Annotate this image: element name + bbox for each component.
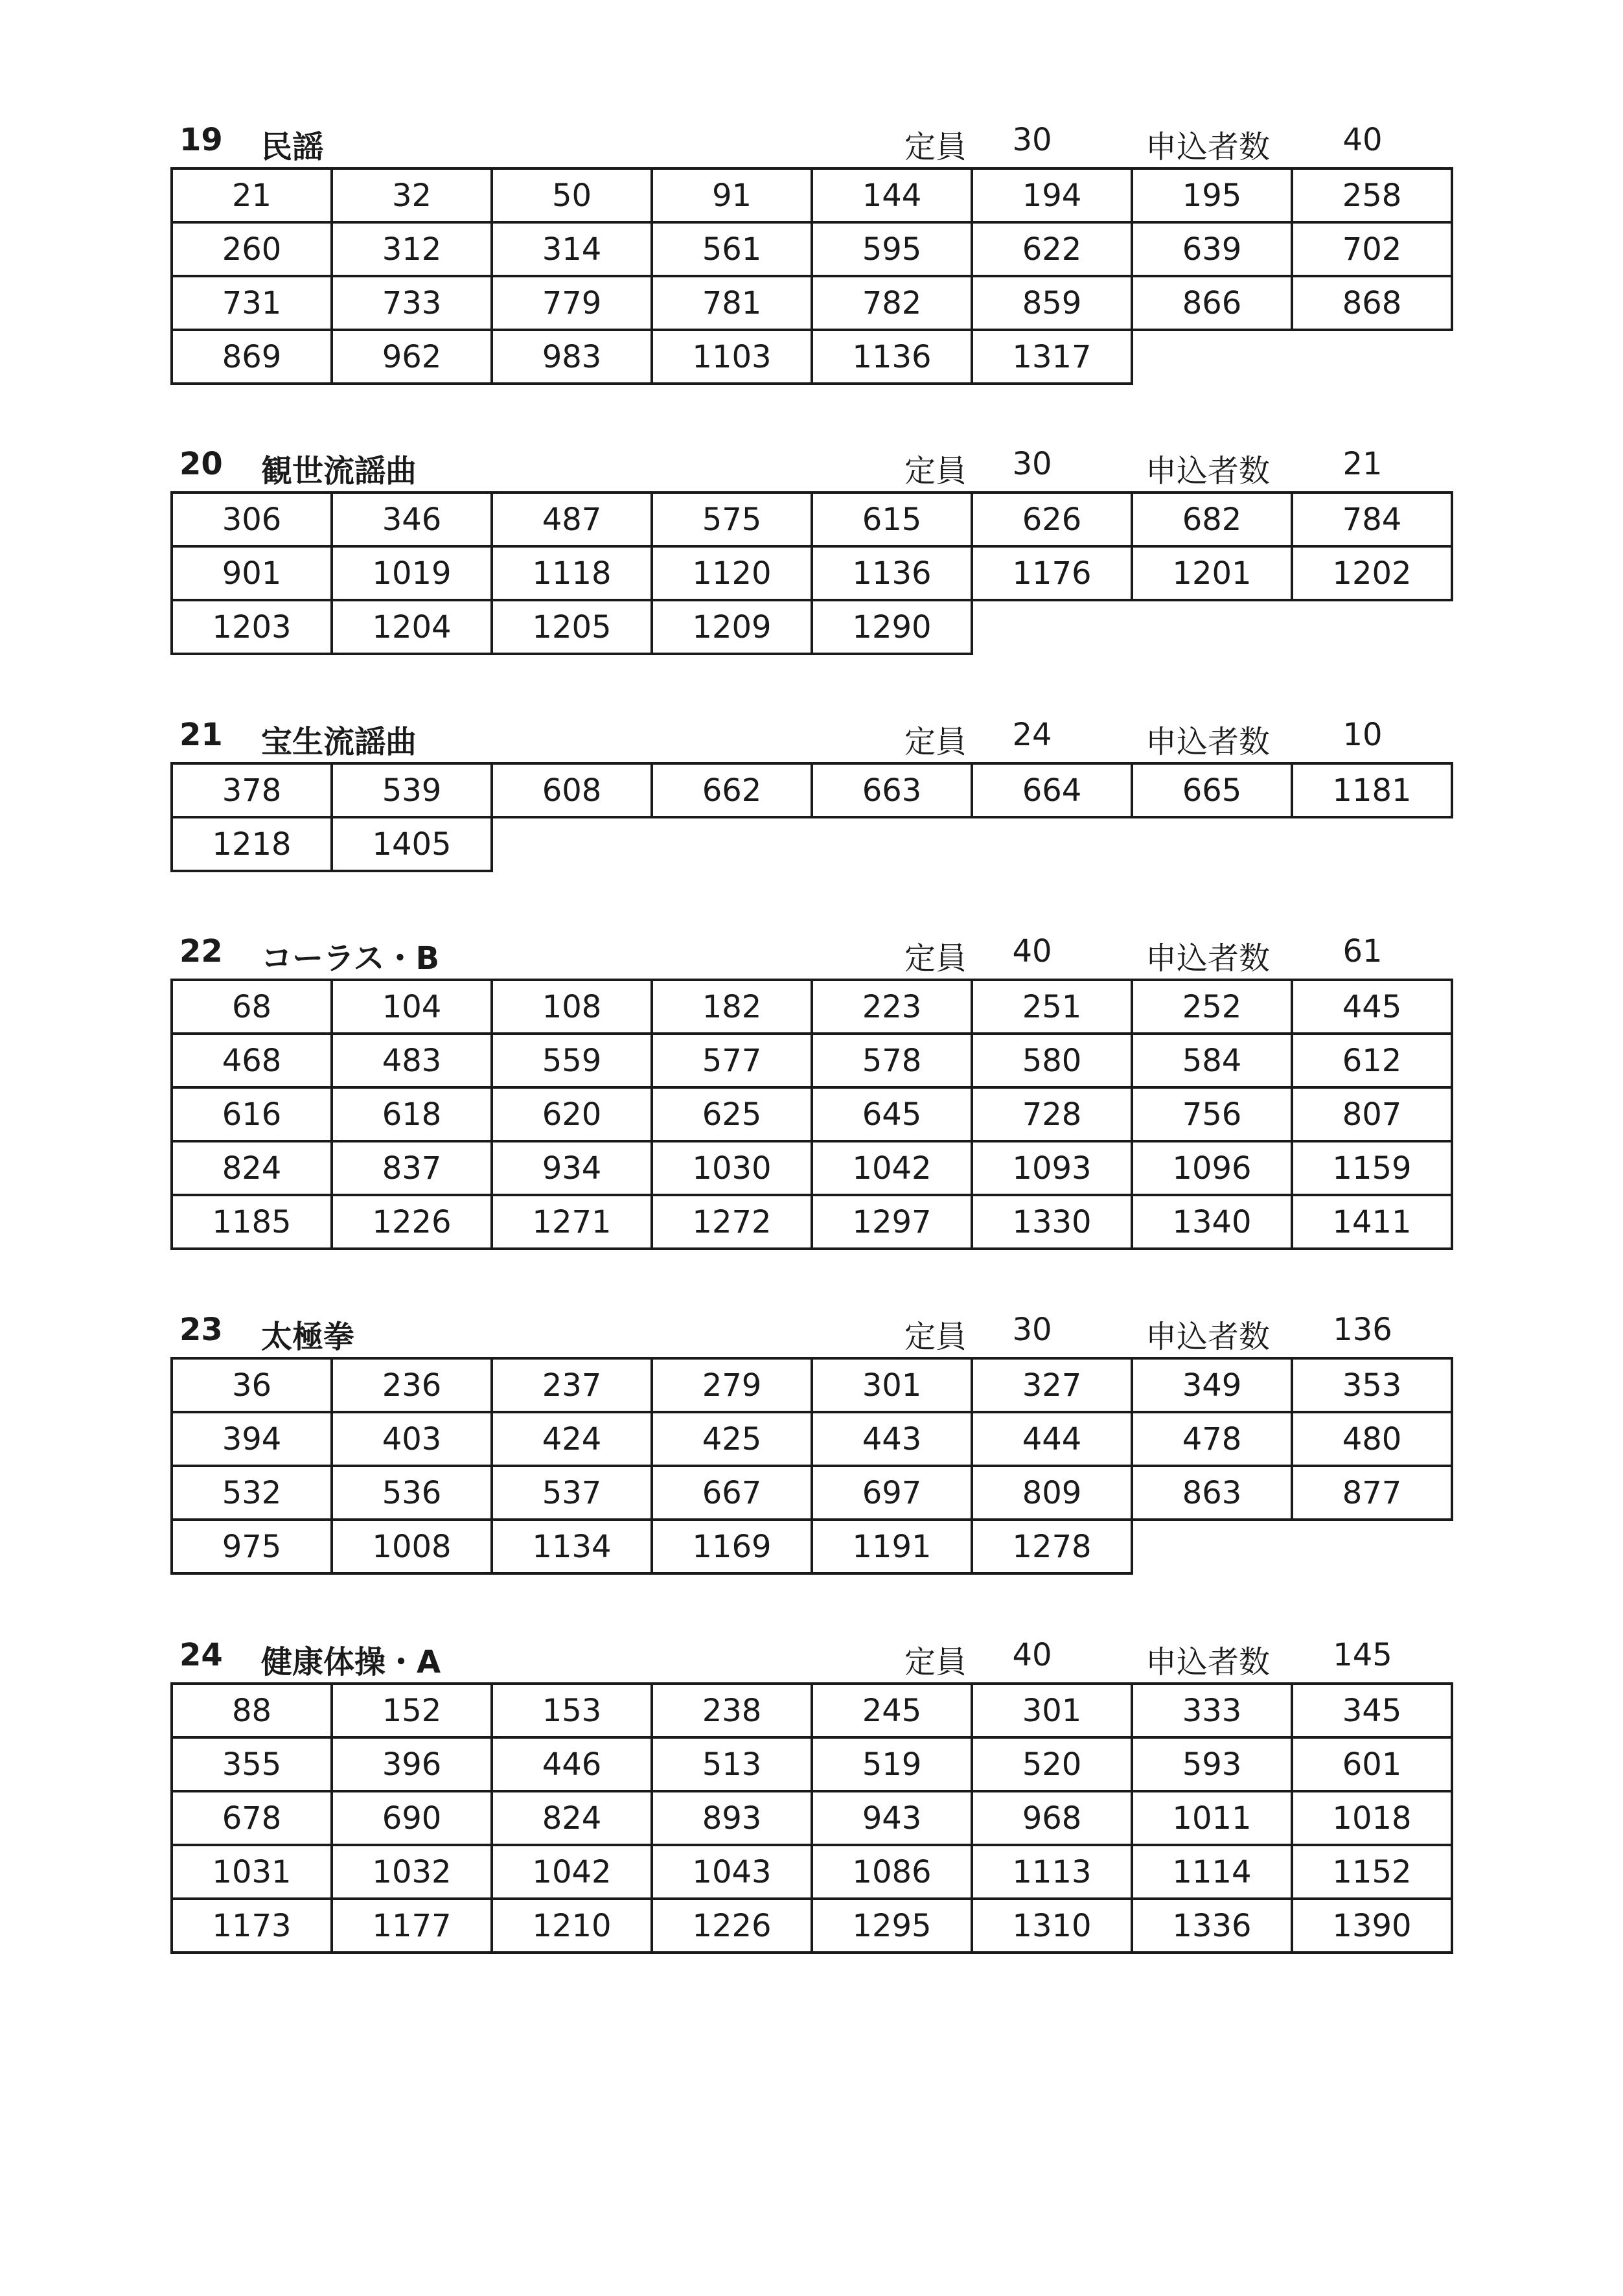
table-row bbox=[172, 1358, 1452, 1412]
table-cell: 1340 bbox=[1132, 1195, 1292, 1249]
table-cell: 781 bbox=[652, 276, 812, 330]
table-cell: 893 bbox=[652, 1791, 812, 1845]
capacity-label: 定員 bbox=[904, 1319, 967, 1355]
empty-cell bbox=[1292, 600, 1452, 654]
table-cell: 144 bbox=[812, 168, 972, 222]
course-name: 観世流謡曲 bbox=[261, 453, 417, 489]
table-cell: 1278 bbox=[972, 1520, 1132, 1573]
applicants-value: 40 bbox=[1342, 122, 1383, 158]
table-cell: 444 bbox=[972, 1412, 1132, 1466]
empty-cell bbox=[1292, 817, 1452, 871]
applicant-number-table bbox=[170, 979, 1453, 1250]
course-number: 20 bbox=[179, 446, 223, 482]
table-cell: 238 bbox=[652, 1684, 812, 1737]
table-cell: 626 bbox=[972, 493, 1132, 546]
table-cell: 487 bbox=[492, 493, 652, 546]
table-cell: 88 bbox=[172, 1684, 332, 1737]
table-cell: 519 bbox=[812, 1737, 972, 1791]
table-cell: 1011 bbox=[1132, 1791, 1292, 1845]
table-cell: 236 bbox=[332, 1358, 492, 1412]
empty-cell bbox=[972, 600, 1132, 654]
table-cell: 468 bbox=[172, 1034, 332, 1087]
table-cell: 622 bbox=[972, 222, 1132, 276]
table-cell: 662 bbox=[652, 763, 812, 817]
table-cell: 312 bbox=[332, 222, 492, 276]
table-cell: 50 bbox=[492, 168, 652, 222]
course-header bbox=[170, 1304, 1460, 1357]
table-row bbox=[172, 1684, 1452, 1737]
table-cell: 252 bbox=[1132, 980, 1292, 1034]
table-cell: 483 bbox=[332, 1034, 492, 1087]
table-cell: 618 bbox=[332, 1087, 492, 1141]
table-cell: 279 bbox=[652, 1358, 812, 1412]
table-cell: 639 bbox=[1132, 222, 1292, 276]
table-cell: 575 bbox=[652, 493, 812, 546]
table-cell: 779 bbox=[492, 276, 652, 330]
table-cell: 756 bbox=[1132, 1087, 1292, 1141]
table-cell: 223 bbox=[812, 980, 972, 1034]
table-cell: 625 bbox=[652, 1087, 812, 1141]
table-row bbox=[172, 276, 1452, 330]
table-cell: 983 bbox=[492, 330, 652, 384]
table-cell: 595 bbox=[812, 222, 972, 276]
table-cell: 559 bbox=[492, 1034, 652, 1087]
table-cell: 1405 bbox=[332, 817, 492, 871]
empty-cell bbox=[1292, 330, 1452, 384]
table-cell: 663 bbox=[812, 763, 972, 817]
table-row bbox=[172, 1899, 1452, 1953]
table-row bbox=[172, 1195, 1452, 1249]
table-row bbox=[172, 168, 1452, 222]
course-header bbox=[170, 1629, 1460, 1682]
table-cell: 153 bbox=[492, 1684, 652, 1737]
table-cell: 784 bbox=[1292, 493, 1452, 546]
table-cell: 1209 bbox=[652, 600, 812, 654]
table-cell: 809 bbox=[972, 1466, 1132, 1520]
course-header bbox=[170, 709, 1460, 762]
table-cell: 824 bbox=[172, 1141, 332, 1195]
table-cell: 478 bbox=[1132, 1412, 1292, 1466]
course-number: 24 bbox=[179, 1637, 223, 1673]
table-cell: 1271 bbox=[492, 1195, 652, 1249]
table-row bbox=[172, 1034, 1452, 1087]
table-cell: 194 bbox=[972, 168, 1132, 222]
table-cell: 1272 bbox=[652, 1195, 812, 1249]
table-cell: 1290 bbox=[812, 600, 972, 654]
table-cell: 425 bbox=[652, 1412, 812, 1466]
table-cell: 620 bbox=[492, 1087, 652, 1141]
table-cell: 1118 bbox=[492, 546, 652, 600]
table-cell: 513 bbox=[652, 1737, 812, 1791]
table-cell: 21 bbox=[172, 168, 332, 222]
table-cell: 445 bbox=[1292, 980, 1452, 1034]
table-cell: 333 bbox=[1132, 1684, 1292, 1737]
empty-cell bbox=[1292, 1520, 1452, 1573]
table-cell: 260 bbox=[172, 222, 332, 276]
applicant-number-table bbox=[170, 762, 1453, 872]
table-cell: 782 bbox=[812, 276, 972, 330]
table-cell: 1310 bbox=[972, 1899, 1132, 1953]
applicants-label: 申込者数 bbox=[1145, 129, 1271, 165]
table-cell: 824 bbox=[492, 1791, 652, 1845]
table-cell: 901 bbox=[172, 546, 332, 600]
table-row bbox=[172, 1845, 1452, 1899]
applicants-label: 申込者数 bbox=[1145, 1319, 1271, 1355]
table-cell: 480 bbox=[1292, 1412, 1452, 1466]
table-cell: 975 bbox=[172, 1520, 332, 1573]
table-cell: 645 bbox=[812, 1087, 972, 1141]
table-cell: 1134 bbox=[492, 1520, 652, 1573]
table-cell: 593 bbox=[1132, 1737, 1292, 1791]
applicant-number-table bbox=[170, 491, 1453, 655]
table-cell: 355 bbox=[172, 1737, 332, 1791]
table-cell: 731 bbox=[172, 276, 332, 330]
table-cell: 353 bbox=[1292, 1358, 1452, 1412]
course-number: 23 bbox=[179, 1312, 223, 1348]
table-cell: 1120 bbox=[652, 546, 812, 600]
table-cell: 1018 bbox=[1292, 1791, 1452, 1845]
empty-cell bbox=[1132, 817, 1292, 871]
table-cell: 1185 bbox=[172, 1195, 332, 1249]
table-cell: 1008 bbox=[332, 1520, 492, 1573]
table-cell: 403 bbox=[332, 1412, 492, 1466]
table-cell: 664 bbox=[972, 763, 1132, 817]
table-cell: 446 bbox=[492, 1737, 652, 1791]
table-cell: 108 bbox=[492, 980, 652, 1034]
table-cell: 667 bbox=[652, 1466, 812, 1520]
table-cell: 1032 bbox=[332, 1845, 492, 1899]
table-cell: 327 bbox=[972, 1358, 1132, 1412]
table-cell: 943 bbox=[812, 1791, 972, 1845]
applicant-number-table bbox=[170, 167, 1453, 385]
table-cell: 612 bbox=[1292, 1034, 1452, 1087]
table-cell: 682 bbox=[1132, 493, 1292, 546]
table-cell: 968 bbox=[972, 1791, 1132, 1845]
table-cell: 733 bbox=[332, 276, 492, 330]
table-cell: 306 bbox=[172, 493, 332, 546]
course-name: 健康体操・A bbox=[261, 1644, 441, 1680]
course-section-23 bbox=[170, 1304, 1460, 1575]
applicants-value: 21 bbox=[1342, 446, 1383, 482]
table-cell: 728 bbox=[972, 1087, 1132, 1141]
table-cell: 859 bbox=[972, 276, 1132, 330]
table-cell: 152 bbox=[332, 1684, 492, 1737]
table-cell: 182 bbox=[652, 980, 812, 1034]
table-cell: 616 bbox=[172, 1087, 332, 1141]
table-cell: 837 bbox=[332, 1141, 492, 1195]
course-section-19 bbox=[170, 114, 1460, 385]
empty-cell bbox=[1132, 1520, 1292, 1573]
table-cell: 1114 bbox=[1132, 1845, 1292, 1899]
table-cell: 1181 bbox=[1292, 763, 1452, 817]
capacity-label: 定員 bbox=[904, 129, 967, 165]
capacity-value: 30 bbox=[1012, 446, 1052, 482]
table-row bbox=[172, 493, 1452, 546]
table-row bbox=[172, 817, 1452, 871]
table-cell: 91 bbox=[652, 168, 812, 222]
table-cell: 1086 bbox=[812, 1845, 972, 1899]
table-cell: 869 bbox=[172, 330, 332, 384]
table-cell: 443 bbox=[812, 1412, 972, 1466]
applicants-label: 申込者数 bbox=[1145, 940, 1271, 977]
capacity-value: 30 bbox=[1012, 122, 1052, 158]
table-cell: 863 bbox=[1132, 1466, 1292, 1520]
applicants-value: 10 bbox=[1342, 717, 1383, 753]
empty-cell bbox=[492, 817, 652, 871]
applicants-label: 申込者数 bbox=[1145, 1644, 1271, 1680]
course-name: 民謡 bbox=[261, 129, 324, 165]
table-cell: 349 bbox=[1132, 1358, 1292, 1412]
table-cell: 1205 bbox=[492, 600, 652, 654]
course-name: 太極拳 bbox=[261, 1319, 355, 1355]
course-section-22 bbox=[170, 925, 1460, 1250]
applicants-value: 136 bbox=[1333, 1312, 1392, 1348]
capacity-value: 40 bbox=[1012, 933, 1052, 969]
table-cell: 394 bbox=[172, 1412, 332, 1466]
table-cell: 584 bbox=[1132, 1034, 1292, 1087]
table-cell: 104 bbox=[332, 980, 492, 1034]
table-cell: 346 bbox=[332, 493, 492, 546]
table-cell: 866 bbox=[1132, 276, 1292, 330]
table-cell: 1152 bbox=[1292, 1845, 1452, 1899]
empty-cell bbox=[1132, 330, 1292, 384]
capacity-label: 定員 bbox=[904, 724, 967, 760]
table-cell: 577 bbox=[652, 1034, 812, 1087]
table-cell: 1210 bbox=[492, 1899, 652, 1953]
table-cell: 1218 bbox=[172, 817, 332, 871]
table-cell: 1177 bbox=[332, 1899, 492, 1953]
table-cell: 934 bbox=[492, 1141, 652, 1195]
table-cell: 1226 bbox=[652, 1899, 812, 1953]
table-cell: 578 bbox=[812, 1034, 972, 1087]
table-cell: 561 bbox=[652, 222, 812, 276]
table-cell: 1043 bbox=[652, 1845, 812, 1899]
empty-cell bbox=[1132, 600, 1292, 654]
table-cell: 32 bbox=[332, 168, 492, 222]
table-cell: 608 bbox=[492, 763, 652, 817]
table-row bbox=[172, 600, 1452, 654]
capacity-label: 定員 bbox=[904, 1644, 967, 1680]
table-cell: 1031 bbox=[172, 1845, 332, 1899]
table-cell: 258 bbox=[1292, 168, 1452, 222]
table-row bbox=[172, 222, 1452, 276]
table-row bbox=[172, 1087, 1452, 1141]
table-cell: 1204 bbox=[332, 600, 492, 654]
table-cell: 1191 bbox=[812, 1520, 972, 1573]
table-row bbox=[172, 1466, 1452, 1520]
table-cell: 1169 bbox=[652, 1520, 812, 1573]
table-cell: 251 bbox=[972, 980, 1132, 1034]
table-cell: 1336 bbox=[1132, 1899, 1292, 1953]
table-cell: 1176 bbox=[972, 546, 1132, 600]
capacity-value: 30 bbox=[1012, 1312, 1052, 1348]
capacity-label: 定員 bbox=[904, 453, 967, 489]
table-row bbox=[172, 1412, 1452, 1466]
table-cell: 345 bbox=[1292, 1684, 1452, 1737]
table-cell: 1330 bbox=[972, 1195, 1132, 1249]
table-cell: 1203 bbox=[172, 600, 332, 654]
table-cell: 1202 bbox=[1292, 546, 1452, 600]
table-cell: 1103 bbox=[652, 330, 812, 384]
table-cell: 1159 bbox=[1292, 1141, 1452, 1195]
table-cell: 245 bbox=[812, 1684, 972, 1737]
capacity-label: 定員 bbox=[904, 940, 967, 977]
table-cell: 301 bbox=[812, 1358, 972, 1412]
table-cell: 877 bbox=[1292, 1466, 1452, 1520]
table-cell: 1390 bbox=[1292, 1899, 1452, 1953]
table-row bbox=[172, 1791, 1452, 1845]
empty-cell bbox=[652, 817, 812, 871]
table-cell: 1136 bbox=[812, 330, 972, 384]
table-cell: 615 bbox=[812, 493, 972, 546]
applicant-number-table bbox=[170, 1357, 1453, 1575]
table-cell: 36 bbox=[172, 1358, 332, 1412]
table-cell: 1042 bbox=[812, 1141, 972, 1195]
applicant-number-table bbox=[170, 1682, 1453, 1954]
table-cell: 1317 bbox=[972, 330, 1132, 384]
table-cell: 665 bbox=[1132, 763, 1292, 817]
table-cell: 690 bbox=[332, 1791, 492, 1845]
table-cell: 301 bbox=[972, 1684, 1132, 1737]
table-cell: 702 bbox=[1292, 222, 1452, 276]
course-section-21 bbox=[170, 709, 1460, 872]
table-cell: 1113 bbox=[972, 1845, 1132, 1899]
course-number: 22 bbox=[179, 933, 223, 969]
table-cell: 520 bbox=[972, 1737, 1132, 1791]
table-cell: 697 bbox=[812, 1466, 972, 1520]
table-cell: 1096 bbox=[1132, 1141, 1292, 1195]
table-cell: 807 bbox=[1292, 1087, 1452, 1141]
table-row bbox=[172, 1520, 1452, 1573]
course-number: 19 bbox=[179, 122, 223, 158]
table-cell: 1226 bbox=[332, 1195, 492, 1249]
course-name: コーラス・B bbox=[261, 940, 440, 977]
table-cell: 1042 bbox=[492, 1845, 652, 1899]
table-cell: 396 bbox=[332, 1737, 492, 1791]
table-cell: 314 bbox=[492, 222, 652, 276]
course-header bbox=[170, 114, 1460, 167]
table-cell: 868 bbox=[1292, 276, 1452, 330]
table-cell: 195 bbox=[1132, 168, 1292, 222]
applicants-label: 申込者数 bbox=[1145, 453, 1271, 489]
course-number: 21 bbox=[179, 717, 223, 753]
table-row bbox=[172, 546, 1452, 600]
empty-cell bbox=[812, 817, 972, 871]
course-header bbox=[170, 438, 1460, 491]
table-cell: 1136 bbox=[812, 546, 972, 600]
table-cell: 580 bbox=[972, 1034, 1132, 1087]
table-cell: 1173 bbox=[172, 1899, 332, 1953]
table-cell: 1019 bbox=[332, 546, 492, 600]
table-cell: 1411 bbox=[1292, 1195, 1452, 1249]
table-cell: 601 bbox=[1292, 1737, 1452, 1791]
table-cell: 237 bbox=[492, 1358, 652, 1412]
table-cell: 1030 bbox=[652, 1141, 812, 1195]
table-cell: 1295 bbox=[812, 1899, 972, 1953]
table-row bbox=[172, 763, 1452, 817]
course-section-20 bbox=[170, 438, 1460, 655]
table-cell: 539 bbox=[332, 763, 492, 817]
course-name: 宝生流謡曲 bbox=[261, 724, 417, 760]
applicants-label: 申込者数 bbox=[1145, 724, 1271, 760]
table-cell: 536 bbox=[332, 1466, 492, 1520]
table-cell: 378 bbox=[172, 763, 332, 817]
table-cell: 68 bbox=[172, 980, 332, 1034]
table-row bbox=[172, 1737, 1452, 1791]
table-cell: 962 bbox=[332, 330, 492, 384]
capacity-value: 24 bbox=[1012, 717, 1052, 753]
applicants-value: 145 bbox=[1333, 1637, 1392, 1673]
table-row bbox=[172, 330, 1452, 384]
table-cell: 532 bbox=[172, 1466, 332, 1520]
table-cell: 424 bbox=[492, 1412, 652, 1466]
applicants-value: 61 bbox=[1342, 933, 1383, 969]
table-row bbox=[172, 980, 1452, 1034]
capacity-value: 40 bbox=[1012, 1637, 1052, 1673]
course-section-24 bbox=[170, 1629, 1460, 1954]
table-cell: 1201 bbox=[1132, 546, 1292, 600]
course-header bbox=[170, 925, 1460, 979]
table-cell: 1297 bbox=[812, 1195, 972, 1249]
table-cell: 678 bbox=[172, 1791, 332, 1845]
empty-cell bbox=[972, 817, 1132, 871]
table-cell: 537 bbox=[492, 1466, 652, 1520]
table-row bbox=[172, 1141, 1452, 1195]
table-cell: 1093 bbox=[972, 1141, 1132, 1195]
